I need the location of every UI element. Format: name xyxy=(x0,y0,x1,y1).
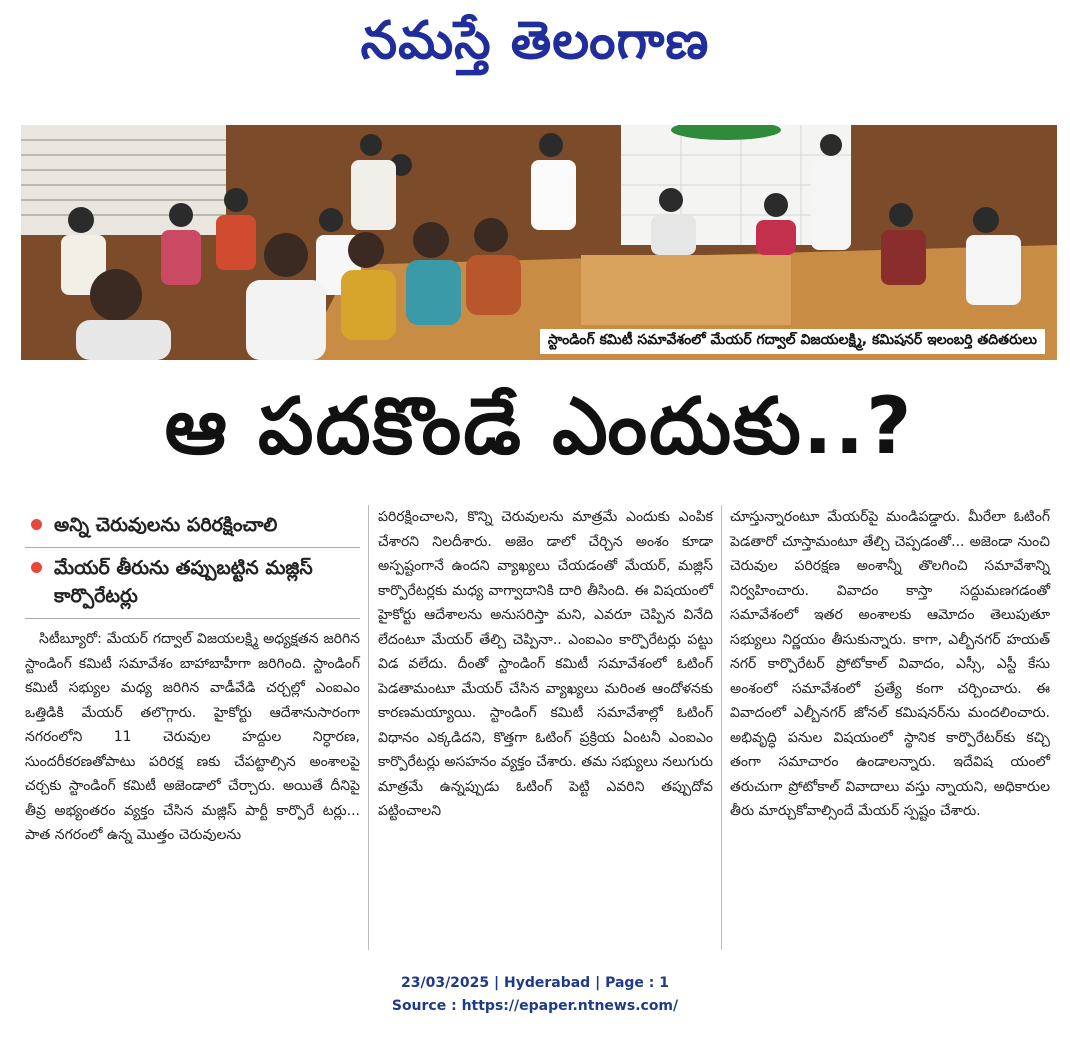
column-divider xyxy=(368,505,369,950)
newspaper-logo: నమస్తే తెలంగాణ xyxy=(360,10,710,71)
meeting-photo-illustration xyxy=(21,125,1057,360)
article-headline: ఆ పదకొండే ఎందుకు..? xyxy=(164,382,914,472)
highlight-bullet xyxy=(25,548,360,619)
article-column-2 xyxy=(378,505,713,824)
article-body-text: పరిరక్షించాలని, కొన్ని చెరువులను మాత్రమే ఎందుకు ఎంపిక చేశారని నిలదీశారు. అజెం డాలో చేర్చిన అంశం కూడా అస్పష్టంగానే ఉందని వ్యాఖ్యలు చేయడంతో మేయర్, మజ్లిస్ కార్పొరేటర్లకు మధ్య వాగ్వాదానికి దారి తీసింది. ఈ విషయంలో హైకోర్టు ఆదేశాలను అనుసరిస్తా మని, ఎవరూ చెప్పిన వినేది లేదంటూ మేయర్ తేల్చి చెప్పినా.. ఎంఐఎం కార్పొరేటర్లు పట్టు విడ వలేదు. దీంతో స్టాండింగ్ కమిటీ సమావేశంలో ఓటింగ్ పెడతామంటూ మేయర్ చేసిన వ్యాఖ్యలు మరింత ఆందోళనకు కారణమయ్యాయి. స్టాండింగ్ కమిటీ సమావేశాల్లో ఓటింగ్ విధానం ఎక్కడిదని, కొత్తగా ఓటింగ్ ప్రక్రియ ఏంటనీ ఎంఐఎం కార్పొరేటర్లు అసహనం వ్యక్తం చేశారు. తమ సభ్యులు నలుగురు మాత్రమే ఉన్నప్పుడు ఓటింగ్ పెట్టి ఎవరిని తప్పుదోవ పట్టించాలని xyxy=(378,509,713,819)
masthead xyxy=(0,0,1070,95)
photo-caption: స్టాండింగ్ కమిటీ సమావేశంలో మేయర్ గద్వాల్ విజయలక్ష్మి, కమిషనర్ ఇలంబర్తి తదితరులు xyxy=(540,329,1045,354)
highlight-text: అన్ని చెరువులను పరిరక్షించాలి xyxy=(54,514,278,536)
news-photo xyxy=(21,125,1057,360)
bullet-dot-icon xyxy=(31,562,42,573)
bullet-dot-icon xyxy=(31,519,42,530)
article-body-text: చూస్తున్నారంటూ మేయర్‌పై మండిపడ్డారు. మీరేలా ఓటింగ్ పెడతారో చూస్తామంటూ తేల్చి చెప్పడంతో... అజెండా నుంచి చెరువుల పరిరక్షణ అంశాన్నీ తొలగించి సమావేశాన్ని నిర్వహించారు. వివాదం కాస్తా సద్దుమణగడంతో సమావేశంలో ఇతర అంశాలకు ఆమోదం తెలుపుతూ సభ్యులు నిర్ణయం తీసుకున్నారు. కాగా, ఎల్బీనగర్ హయత్ నగర్ కార్పొరేటర్ ప్రోటోకాల్ వివాదం, ఎస్సీ, ఎస్టీ కేసు అంశంలో సమావేశంలో ప్రత్యే కంగా చర్చించారు. ఈ వివాదంలో ఎల్బీనగర్ జోనల్ కమిషనర్‌ను మందలించారు. అభివృద్ధి పనుల విషయంలో స్థానిక కార్పొరేటర్‌కు కచ్చి తంగా సమాచారం ఉండాలన్నారు. ఇదేవిష యంలో తరుచుగా ప్రోటోకాల్ వివాదాలు వస్తు న్నాయని, అధికారుల తీరు మార్చుకోవాల్సిందే మేయర్ స్పష్టం చేశారు. xyxy=(730,509,1050,819)
highlight-text: మేయర్ తీరును తప్పుబట్టిన మజ్లిస్ కార్పొరేటర్లు xyxy=(54,557,313,607)
highlight-bullet xyxy=(25,505,360,548)
footer-date-line: 23/03/2025 | Hyderabad | Page : 1 xyxy=(400,975,670,991)
article-column-1 xyxy=(25,505,360,848)
footer-source-link[interactable]: Source : https://epaper.ntnews.com/ xyxy=(391,998,679,1014)
column-divider xyxy=(721,505,722,950)
article-body-text: సిటీబ్యూరో: మేయర్ గద్వాల్ విజయలక్ష్మి అధ్యక్షతన జరిగిన స్టాండింగ్ కమిటీ సమావేశం బాహాబాహీగా జరిగింది. స్టాండింగ్ కమిటీ సభ్యుల మధ్య జరిగిన వాడీవేడి చర్చల్లో ఎంఐఎం ఒత్తిడికి మేయర్ తలొగ్గారు. హైకోర్టు ఆదేశానుసారంగా నగరంలోని 11 చెరువుల హద్దుల నిర్ధారణ, సుందరీకరణతోపాటు పరిరక్ష ణకు చేపట్టాల్సిన అంశాలపై చర్చకు స్టాండింగ్ కమిటీ అజెండాలో చేర్చారు. అయితే దీనిపై తీవ్ర అభ్యంతరం వ్యక్తం చేసిన మజ్లిస్ పార్టీ కార్పొరే టర్లు... పాత నగరంలో ఉన్న మొత్తం చెరువులను xyxy=(25,631,360,843)
article-column-3 xyxy=(730,505,1050,824)
